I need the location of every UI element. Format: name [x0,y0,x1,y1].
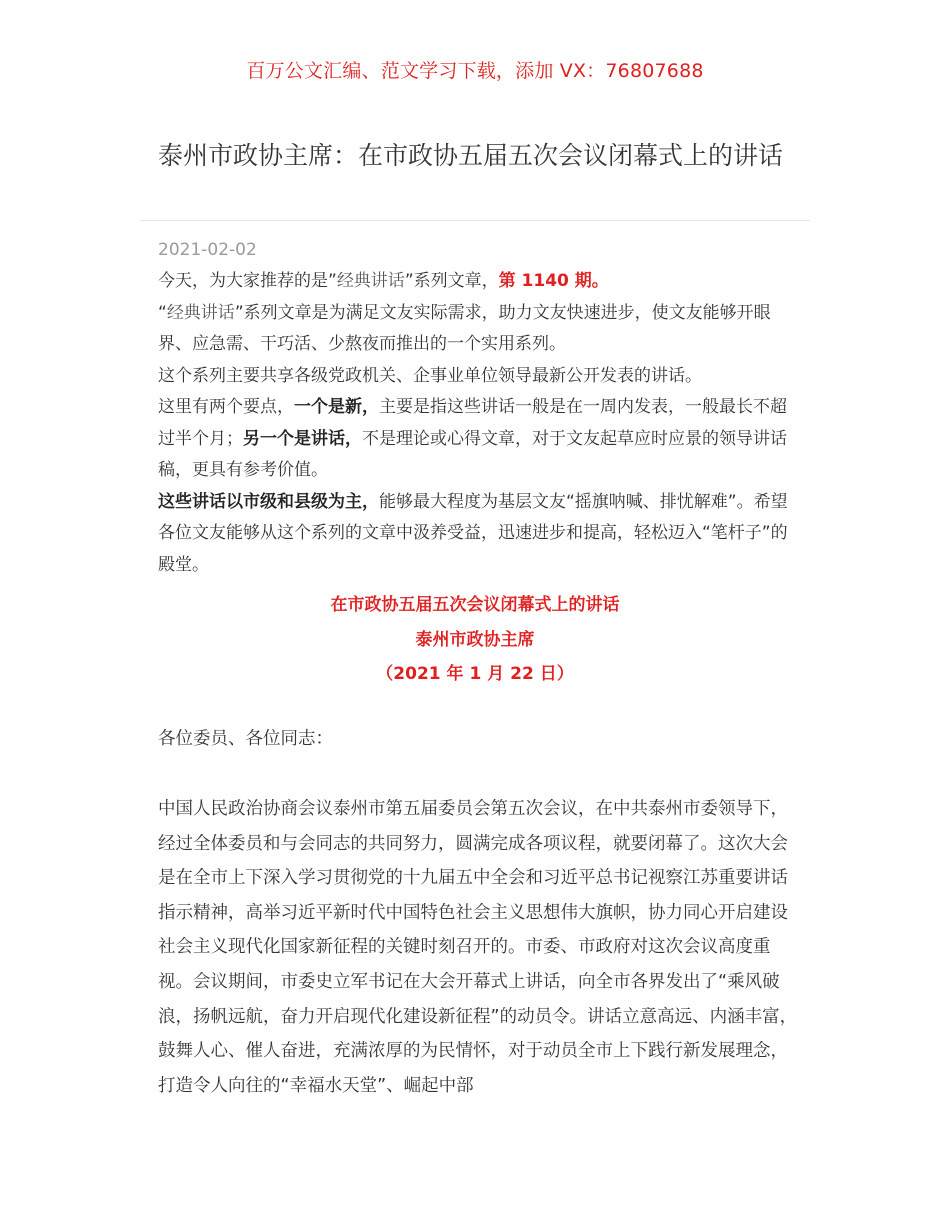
speech-paragraph-1: 中国人民政治协商会议泰州市第五届委员会第五次会议，在中共泰州市委领导下，经过全体委员和与会同志的共同努力，圆满完成各项议程，就要闭幕了。这次大会是在全市上下深入学习贯彻党的十九届五中全会和习近平总书记视察江苏重要讲话指示精神，高举习近平新时代中国特色社会主义思想伟大旗帜，协力同心开启建设社会主义现代化国家新征程的关键时刻召开的。市委、市政府对这次会议高度重视。会议期间，市委史立军书记在大会开幕式上讲话，向全市各界发出了“乘风破浪，扬帆远航，奋力开启现代化建设新征程”的动员令。讲话立意高远、内涵丰富，鼓舞人心、催人奋进，充满浓厚的为民情怀，对于动员全市上下践行新发展理念，打造令人向往的“幸福水天堂”、崛起中部 [158,799,798,1096]
speech-greeting: 各位委员、各位同志： [158,729,333,749]
speech-title: 在市政协五届五次会议闭幕式上的讲话 [330,595,620,615]
series-name: 经典讲话 [336,271,405,291]
intro-paragraph-5: 这些讲话以市级和县级为主，能够最大程度为基层文友“摇旗呐喊、排忧解难”。希望各位文友能够从这个系列的文章中汲养受益，迅速进步和提高，轻松迈入“笔杆子”的殿堂。 [158,491,788,575]
intro-paragraph-3: 这个系列主要共享各级党政机关、企事业单位领导最新公开发表的讲话。 [158,365,702,386]
publish-date: 2021-02-02 [158,240,257,260]
intro-line-1: 今天，为大家推荐的是”经典讲话”系列文章，第 1140 期。 [158,271,609,291]
article-title: 泰州市政协主席：在市政协五届五次会议闭幕式上的讲话 [158,141,784,170]
promo-banner: 百万公文汇编、范文学习下载，添加 VX：76807688 [246,60,704,82]
series-name: 经典讲话 [166,302,235,323]
title-divider [140,220,810,221]
series-intro [158,266,798,581]
speech-date: （2021 年 1 月 22 日） [376,664,574,684]
speech-speaker: 泰州市政协主席 [415,630,535,650]
speech-body [158,792,798,1103]
issue-number: 第 1140 期。 [498,271,609,291]
intro-paragraph-4: 这里有两个要点，一个是新，主要是指这些讲话一般是在一周内发表，一般最长不超过半个月；另一个是讲话，不是理论或心得文章，对于文友起草应时应景的领导讲话稿，更具有参考价值。 [158,397,787,480]
intro-paragraph-2: “经典讲话”系列文章是为满足文友实际需求，助力文友快速进步，使文友能够开眼界、应急需、干巧活、少熬夜而推出的一个实用系列。 [158,302,771,354]
